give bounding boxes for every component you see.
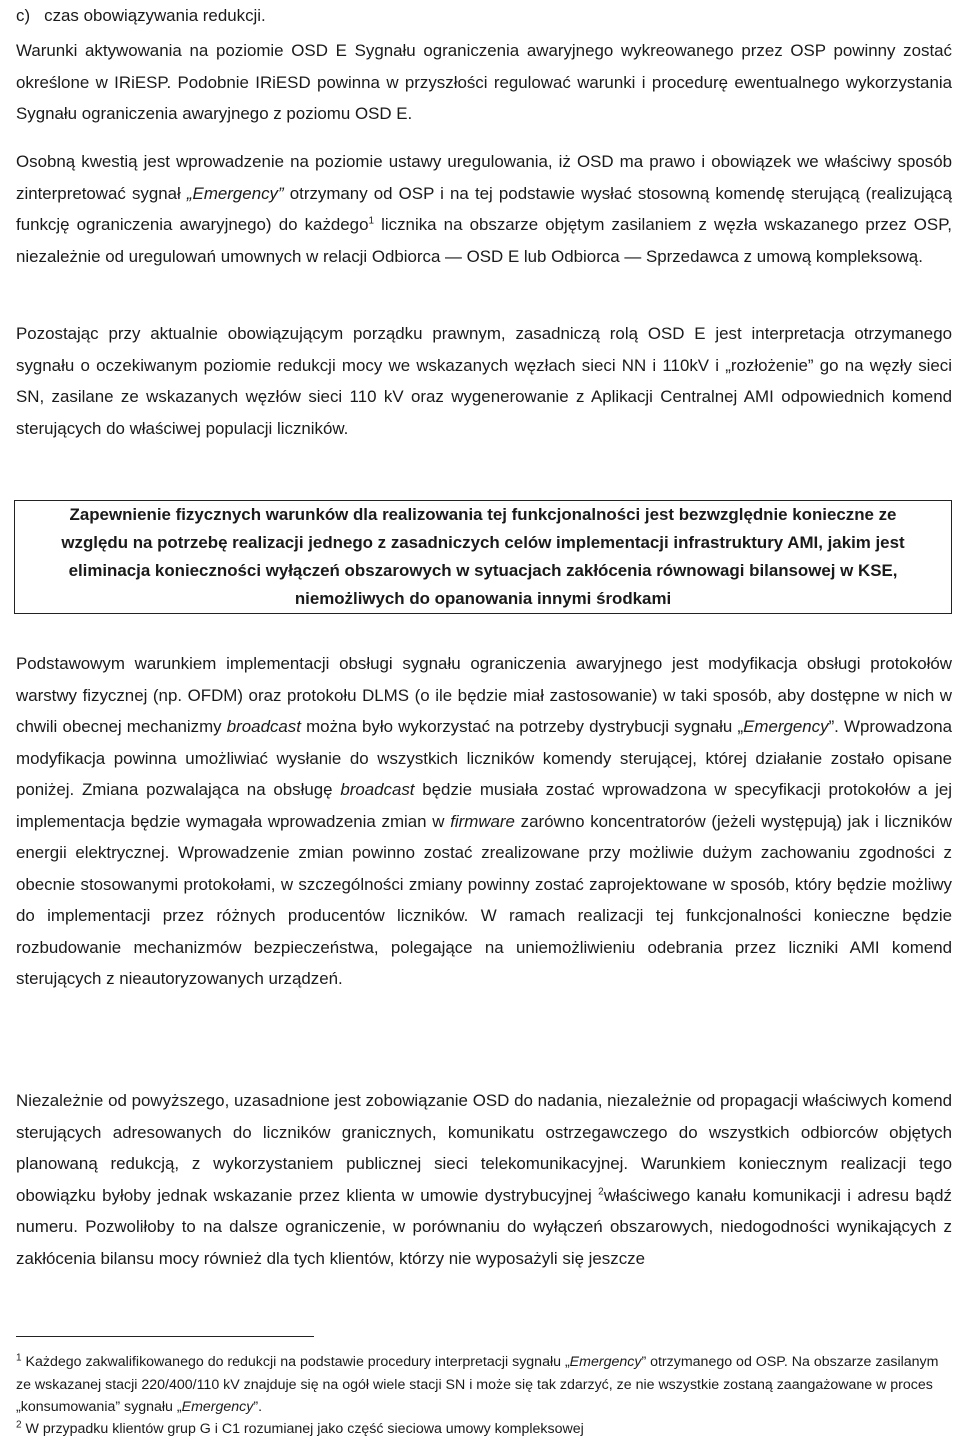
list-item-c: c) czas obowiązywania redukcji. <box>16 6 266 25</box>
text-run: ”. <box>253 1399 263 1415</box>
text-run: Niezależnie od powyższego, uzasadnione jest zobowiązanie OSD do nadania, niezależnie od propagacji właściwych komend sterujących adresowanych do liczników granicznych, komunikatu ostrzegawczego do wszystkich odbiorców objętych planowaną redukcją, z wykorzystaniem publicznej sieci telekomunikacyjnej. Warunkiem koniecznym realizacji tego obowiązku byłoby jednak wskazanie przez klienta w umowie dystrybucyjnej <box>16 1091 952 1205</box>
paragraph-separate-issue <box>16 146 952 272</box>
footnote-number: 2 <box>16 1419 22 1431</box>
text-run: będzie musiała zostać wprowadzona w specyfikacji protokołów a jej implementacja będzie wymagała wprowadzenia zmian w <box>16 780 952 831</box>
footnote-2 <box>16 1418 952 1441</box>
text-run: ”. Wprowadzona modyfikacja powinna umożliwiać wysłanie do wszystkich liczników komendy sterującej, której działanie zostało opisane poniżej. Zmiana pozwalająca na obsługę <box>16 717 953 799</box>
text-run: zarówno koncentratorów (jeżeli występują) jak i liczników energii elektrycznej. Wprowadzenie zmian powinno zostać zrealizowane przy możliwie dużym zachowaniu zgodności z obecnie stosowanymi protokołami, w szczególności zmiany powinny zostać zaprojektowane w sposób, który będzie możliwy do implementacji przez różnych producentów liczników. W ramach realizacji tej funkcjonalności konieczne będzie rozbudowanie mechanizmów bezpieczeństwa, polegające na uniemożliwieniu odebrania przez liczniki AMI komend sterujących z nieautoryzowanych urządzeń. <box>16 811 952 988</box>
paragraph-regardless <box>16 1085 952 1274</box>
emergency-term: Emergency <box>743 717 829 736</box>
footnote-1 <box>16 1351 952 1419</box>
text-run: ” otrzymanego od OSP. Na obszarze zasilanym ze wskazanej stacji 220/400/110 kV znajduje się na ogół wiele stacji SN i może się tak zdarzyć, ze nie wszystkie zostaną zaangażowane w proces „konsumowania” sygnału „ <box>16 1354 939 1415</box>
footnote-ref-2[interactable]: 2 <box>598 1185 604 1197</box>
highlight-box-text: Zapewnienie fizycznych warunków dla realizowania tej funkcjonalności jest bezwzględnie konieczne ze względu na potrzebę realizacji jednego z zasadniczych celów implementacji infrastruktury AMI, jakim jest eliminacja konieczności wyłączeń obszarowych w sytuacjach zakłócenia równowagi bilansowej w KSE, niemożliwych do opanowania innymi środkami <box>61 505 905 608</box>
text-run: można było wykorzystać na potrzeby dystrybucji sygnału „ <box>300 717 744 736</box>
broadcast-term: broadcast <box>226 717 301 736</box>
footnote-ref-1[interactable]: 1 <box>368 215 375 227</box>
footnote-number: 1 <box>16 1352 22 1364</box>
footnote-separator <box>16 1336 314 1337</box>
text-run: otrzymany od OSP i na tej podstawie wysłać stosowną komendę sterującą (realizującą funkcję ograniczenia awaryjnego) do każdego <box>16 183 952 234</box>
paragraph-current-legal-order: Pozostając przy aktualnie obowiązującym porządku prawnym, zasadniczą rolą OSD E jest interpretacja otrzymanego sygnału o oczekiwanym poziomie redukcji mocy we wskazanych węzłach sieci NN i 110kV i „rozłożenie” go na węzły sieci SN, zasilane ze wskazanych węzłów sieci 110 kV oraz wygenerowanie z Aplikacji Centralnej AMI odpowiednich komend sterujących do właściwej populacji liczników. <box>16 324 952 438</box>
paragraph-basic-condition <box>16 648 952 995</box>
text-run: Każdego zakwalifikowanego do redukcji na podstawie procedury interpretacji sygnału „ <box>21 1354 570 1370</box>
emergency-term: „Emergency” <box>186 183 284 203</box>
text-run: licznika na obszarze objętym zasilaniem z węzła wskazanego przez OSP, niezależnie od uregulowań umownych w relacji Odbiorca — OSD E lub Odbiorca — Sprzedawca z umową kompleksową. <box>16 215 952 266</box>
firmware-term: firmware <box>450 811 515 831</box>
emergency-term: Emergency <box>181 1399 254 1415</box>
emergency-term: Emergency <box>569 1354 642 1370</box>
text-run: Osobną kwestią jest wprowadzenie na poziomie ustawy uregulowania, iż OSD ma prawo i obowiązek we właściwy sposób zinterpretować sygnał <box>16 152 952 203</box>
text-run: właściwego kanału komunikacji i adresu bądź numeru. Pozwoliłoby to na dalsze ograniczenie, w porównaniu do wyłączeń obszarowych, niedogodności wynikających z zakłócenia bilansu mocy również dla tych klientów, którzy nie wyposażyli się jeszcze <box>16 1185 952 1268</box>
text-run: W przypadku klientów grup G i C1 rozumianej jako część sieciowa umowy kompleksowej <box>21 1421 584 1437</box>
paragraph-activation-conditions: Warunki aktywowania na poziomie OSD E Sygnału ograniczenia awaryjnego wykreowanego przez OSP powinny zostać określone w IRiESP. Podobnie IRiESD powinna w przyszłości regulować warunki i procedurę ewentualnego wykorzystania Sygnału ograniczenia awaryjnego z poziomu OSD E. <box>16 41 952 123</box>
text-run: Podstawowym warunkiem implementacji obsługi sygnału ograniczenia awaryjnego jest modyfikacja obsługi protokołów warstwy fizycznej (np. OFDM) oraz protokołu DLMS (o ile będzie miał zastosowanie) w taki sposób, aby dostępne w nich w chwili obecnej mechanizmy <box>16 654 952 736</box>
highlight-box <box>14 500 952 614</box>
broadcast-term: broadcast <box>340 780 415 799</box>
